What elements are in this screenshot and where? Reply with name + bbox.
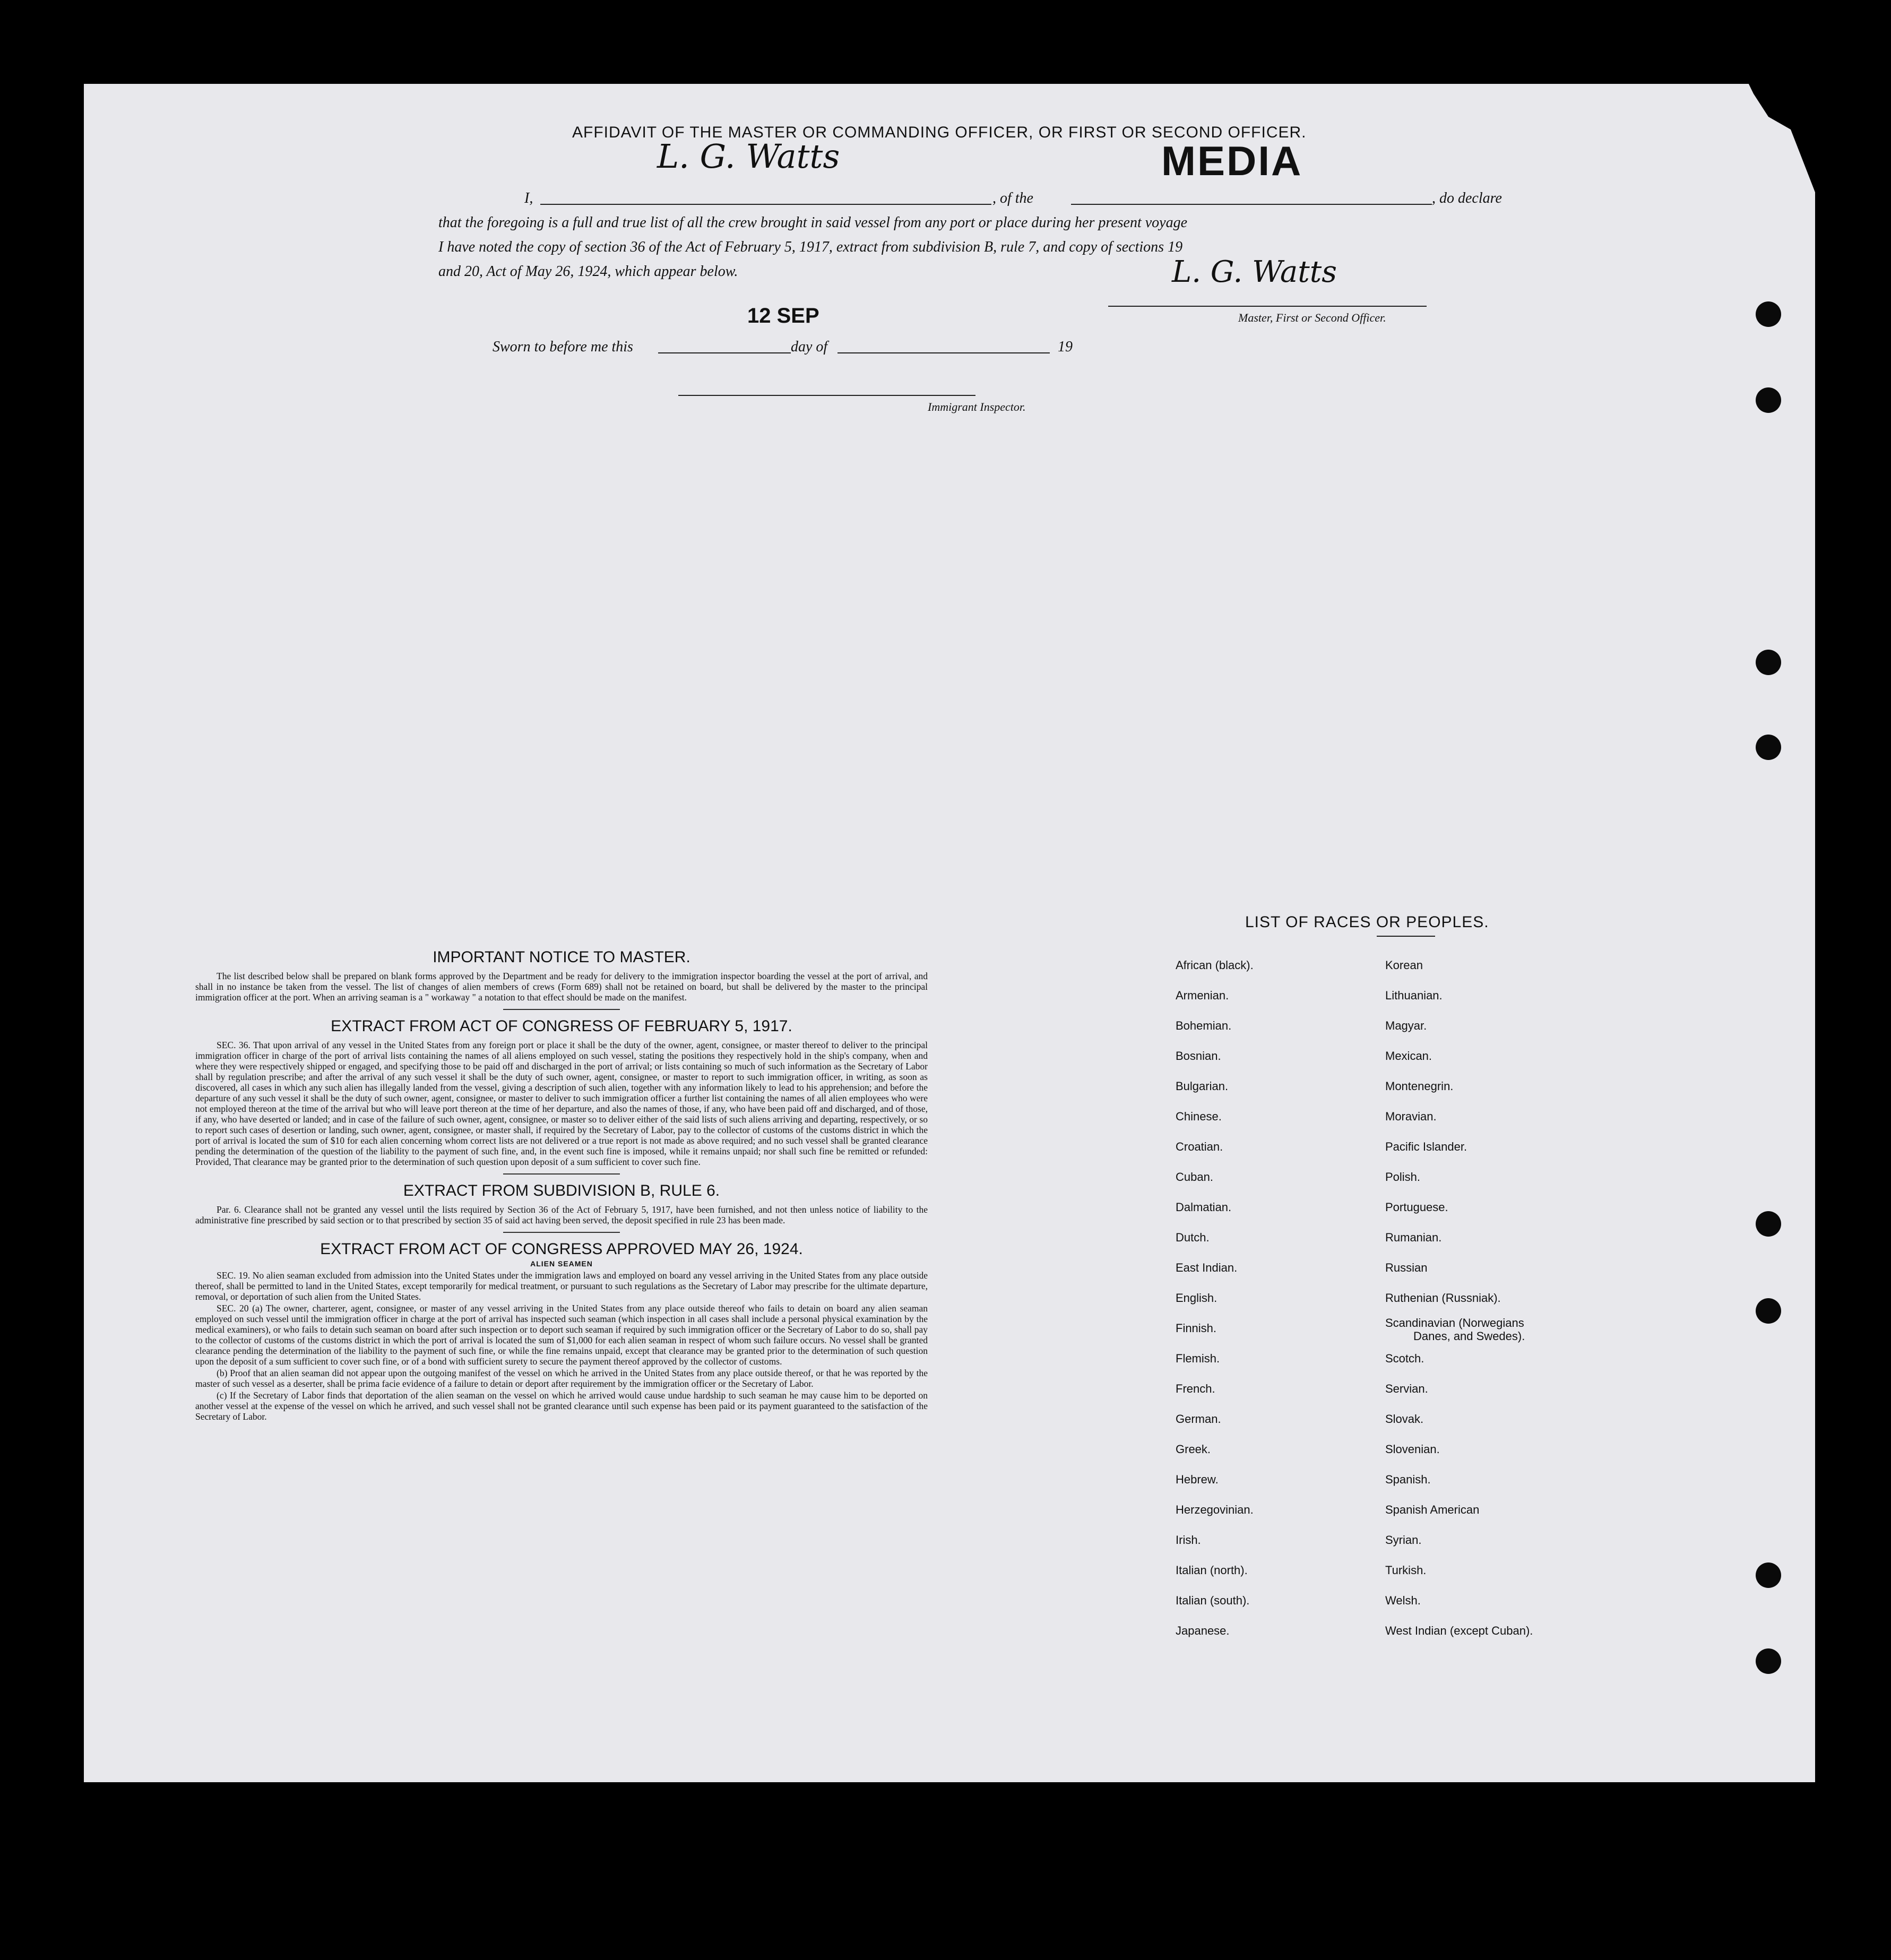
extract-1924-subtitle: ALIEN SEAMEN: [530, 1259, 593, 1268]
race-item: Bosnian.: [1176, 1049, 1221, 1063]
race-item: German.: [1176, 1412, 1221, 1426]
race-item: Ruthenian (Russniak).: [1385, 1291, 1501, 1305]
race-item: Greek.: [1176, 1443, 1211, 1456]
race-item: Spanish American: [1385, 1503, 1480, 1516]
race-item: Italian (north).: [1176, 1564, 1248, 1577]
race-item: Portuguese.: [1385, 1201, 1448, 1214]
affidavit-line4: and 20, Act of May 26, 1924, which appear below.: [438, 263, 738, 280]
sworn-year: 19: [1058, 339, 1073, 355]
sec-20b-body: (b) Proof that an alien seaman did not appear upon the outgoing manifest of the vessel on which he arrived in the United States from any place outside thereof, or that he was reported by the master of such vessel as a deserter, shall be prima facie evidence of a failure to detain or deport after requirement by the immigration officer or the Secretary of Labor.: [195, 1368, 928, 1389]
extract-1917-body: SEC. 36. That upon arrival of any vessel in the United States from any foreign port or place it shall be the duty of the owner, agent, consignee, or master thereof to deliver to the principal immigration officer in charge of the port of arrival lists containing the names of all aliens employed on such vessel, stating the positions they respectively hold in the ship's company, when and where they were respectively shipped or engaged, and specifying those to be paid off and discharged in the port of arrival; or lists containing so much of such information as the Secretary of Labor shall by regulation prescribe; and after the arrival of any such vessel it shall be the duty of such owner, agent, consignee, or master to report to such immigration officer, in writing, as soon as discovered, all cases in which any such alien has illegally landed from the vessel, giving a description of such alien, together with any information likely to lead to his apprehension; and before the departure of any such vessel it shall be the duty of such owner, agent, consignee, or master to deliver to such immigration officer a further list containing the names of all alien employees who were not employed thereon at the time of the arrival but who will leave port thereon at the time of her departure, and also the names of those, if any, who have been paid off and discharged, and of those, if any, who have deserted or landed; and in case of the failure of such owner, agent, consignee, or master so to deliver either of the said lists of such aliens arriving and departing, respectively, or so to report such cases of desertion or landing, such owner, agent, consignee, or master shall, if required by the Secretary of Labor, pay to the collector of customs of the customs district in which the port of arrival is located the sum of $10 for each alien concerning whom correct lists are not delivered or a true report is not made as above required; and no such vessel shall be granted clearance pending the determination of the question of the liability to the payment of such fine, and, in the event such fine is imposed, while it remains unpaid; nor shall such fine be remitted or refunded: Provided, That clearance may be granted prior to the determination of such question upon deposit of a sum sufficient to cover such fine.: [195, 1040, 928, 1167]
sec-19-body: SEC. 19. No alien seaman excluded from admission into the United States under the immigration laws and employed on board any vessel arriving in the United States from any place outside thereof, shall be permitted to land in the United States, except temporarily for medical treatment, or pursuant to such regulations as the Secretary of Labor may prescribe for the ultimate departure, removal, or deportation of such alien from the United States.: [195, 1270, 928, 1302]
races-title: LIST OF RACES OR PEOPLES.: [1245, 913, 1489, 931]
inspector-line: [678, 395, 975, 396]
sworn-day-of: day of: [791, 339, 828, 355]
sec-20a-body: SEC. 20 (a) The owner, charterer, agent, consignee, or master of any vessel arriving in the United States from any place outside thereof who fails to detain on board any alien seaman employed on such vessel until the immigration officer in charge at the port of arrival has inspected such seaman (which inspection in all cases shall include a personal physical examination by the medical examiners), or who fails to detain such seaman on board after such inspection or to deport such seaman if required by such immigration officer or the Secretary of Labor to do so, shall pay to the collector of customs of the customs district in which the port of arrival is located the sum of $1,000 for each alien seaman in respect of whom such failure occurs. No vessel shall be granted clearance pending the determination of the liability to the payment of such fine, or while the fine remains unpaid, except that clearance may be granted prior to the determination of such question upon the deposit of a sum sufficient to cover such fine, or of a bond with sufficient surety to secure the payment thereof approved by the collector of customs.: [195, 1303, 928, 1367]
race-item-continuation: Danes, and Swedes).: [1413, 1329, 1525, 1343]
race-item: Moravian.: [1385, 1110, 1437, 1123]
affidavit-title: AFFIDAVIT OF THE MASTER OR COMMANDING OFFICER, OR FIRST OR SECOND OFFICER.: [572, 124, 1307, 141]
sworn-day-blank: [658, 352, 791, 353]
subdivision-title: EXTRACT FROM SUBDIVISION B, RULE 6.: [403, 1182, 720, 1199]
race-item: Slovenian.: [1385, 1443, 1440, 1456]
affidavit-line2: that the foregoing is a full and true list of all the crew brought in said vessel from any port or place during her present voyage: [438, 214, 1188, 231]
binder-hole: [1756, 650, 1781, 675]
races-title-rule: [1377, 936, 1435, 937]
sec-20c-body: (c) If the Secretary of Labor finds that deportation of the alien seaman on the vessel on which he arrived would cause undue hardship to such seaman he may cause him to be deported on another vessel at the expense of the vessel on which he arrived, and such vessel shall not be granted clearance until such expense has been paid or its payment guaranteed to the satisfaction of the Secretary of Labor.: [195, 1390, 928, 1422]
signature-line: [1108, 306, 1427, 307]
race-item: Armenian.: [1176, 989, 1229, 1002]
binder-hole: [1756, 1648, 1781, 1674]
binder-hole: [1756, 735, 1781, 760]
race-item: Montenegrin.: [1385, 1080, 1454, 1093]
notice-title: IMPORTANT NOTICE TO MASTER.: [433, 948, 690, 966]
binder-hole: [1756, 301, 1781, 327]
race-item: Russian: [1385, 1261, 1428, 1274]
extract-1917-title: EXTRACT FROM ACT OF CONGRESS OF FEBRUARY 5, 1917.: [331, 1017, 792, 1035]
race-item: Turkish.: [1385, 1564, 1427, 1577]
binder-hole: [1756, 1562, 1781, 1588]
race-item: Polish.: [1385, 1170, 1421, 1184]
race-item: Croatian.: [1176, 1140, 1223, 1153]
race-item: Herzegovinian.: [1176, 1503, 1254, 1516]
date-stamp: 12 SEP: [747, 304, 819, 327]
inspector-caption: Immigrant Inspector.: [928, 400, 1026, 413]
race-item: Japanese.: [1176, 1624, 1230, 1637]
sworn-month-blank: [837, 352, 1050, 353]
section-divider: [503, 1232, 620, 1233]
race-item: Finnish.: [1176, 1322, 1217, 1335]
notice-body: The list described below shall be prepared on blank forms approved by the Department and be ready for delivery to the immigration inspector boarding the vessel at the port of arrival, and shall in no instance be taken from the vessel. The list of changes of alien members of crews (Form 689) shall not be retained on board, but shall be delivered by the master to the principal immigration officer at the port. When an arriving seaman is a " workaway " a notation to that effect should be made on the manifest.: [195, 971, 928, 1003]
sworn-text: Sworn to before me this: [493, 339, 633, 355]
race-item: Syrian.: [1385, 1533, 1422, 1547]
race-item: Cuban.: [1176, 1170, 1213, 1184]
affidavit-line3: I have noted the copy of section 36 of the Act of February 5, 1917, extract from subdivision B, rule 7, and copy of sections 19: [438, 239, 1183, 255]
subdivision-body: Par. 6. Clearance shall not be granted any vessel until the lists required by Section 36 of the Act of February 5, 1917, have been furnished, and not then unless notice of liability to the administrative fine prescribed by said section or to that prescribed by section 35 of said act having been served, the deposit specified in rule 23 has been made.: [195, 1204, 928, 1225]
race-item: East Indian.: [1176, 1261, 1238, 1274]
race-item: Lithuanian.: [1385, 989, 1443, 1002]
race-item: Bohemian.: [1176, 1019, 1232, 1032]
name-blank: [540, 204, 991, 205]
affidavit-i: I,: [524, 190, 533, 206]
race-item: Welsh.: [1385, 1594, 1421, 1607]
race-item: West Indian (except Cuban).: [1385, 1624, 1533, 1637]
race-item: Irish.: [1176, 1533, 1201, 1547]
race-item: Korean: [1385, 959, 1423, 972]
race-item: Italian (south).: [1176, 1594, 1250, 1607]
race-item: Chinese.: [1176, 1110, 1222, 1123]
binder-hole: [1756, 1211, 1781, 1237]
section-divider: [503, 1173, 620, 1175]
master-signature: L. G. Watts: [1172, 255, 1337, 289]
section-divider: [503, 1009, 620, 1010]
document-page: [84, 84, 1815, 1782]
legal-notices: [195, 941, 928, 1423]
race-item: Scandinavian (Norwegians: [1385, 1316, 1524, 1329]
race-item: Servian.: [1385, 1382, 1428, 1395]
race-item: Hebrew.: [1176, 1473, 1219, 1486]
race-item: Dalmatian.: [1176, 1201, 1232, 1214]
signature-caption: Master, First or Second Officer.: [1238, 311, 1386, 324]
affidavit-declare: , do declare: [1432, 190, 1502, 206]
race-item: English.: [1176, 1291, 1218, 1305]
handwritten-signature: L. G. Watts: [657, 137, 840, 176]
torn-corner: [1746, 79, 1820, 206]
race-item: Spanish.: [1385, 1473, 1431, 1486]
binder-hole: [1756, 387, 1781, 413]
vessel-blank: [1071, 204, 1432, 205]
race-item: French.: [1176, 1382, 1215, 1395]
race-item: Magyar.: [1385, 1019, 1427, 1032]
race-item: Dutch.: [1176, 1231, 1210, 1244]
extract-1924-title: EXTRACT FROM ACT OF CONGRESS APPROVED MAY 26, 1924.: [320, 1240, 803, 1258]
race-item: Flemish.: [1176, 1352, 1220, 1365]
race-item: Scotch.: [1385, 1352, 1424, 1365]
race-item: Rumanian.: [1385, 1231, 1442, 1244]
binder-hole: [1756, 1298, 1781, 1324]
race-item: Pacific Islander.: [1385, 1140, 1467, 1153]
affidavit-of-the: , of the: [992, 190, 1033, 206]
vessel-stamp: MEDIA: [1161, 137, 1303, 184]
race-item: African (black).: [1176, 959, 1254, 972]
race-item: Slovak.: [1385, 1412, 1424, 1426]
race-item: Mexican.: [1385, 1049, 1432, 1063]
race-item: Bulgarian.: [1176, 1080, 1229, 1093]
